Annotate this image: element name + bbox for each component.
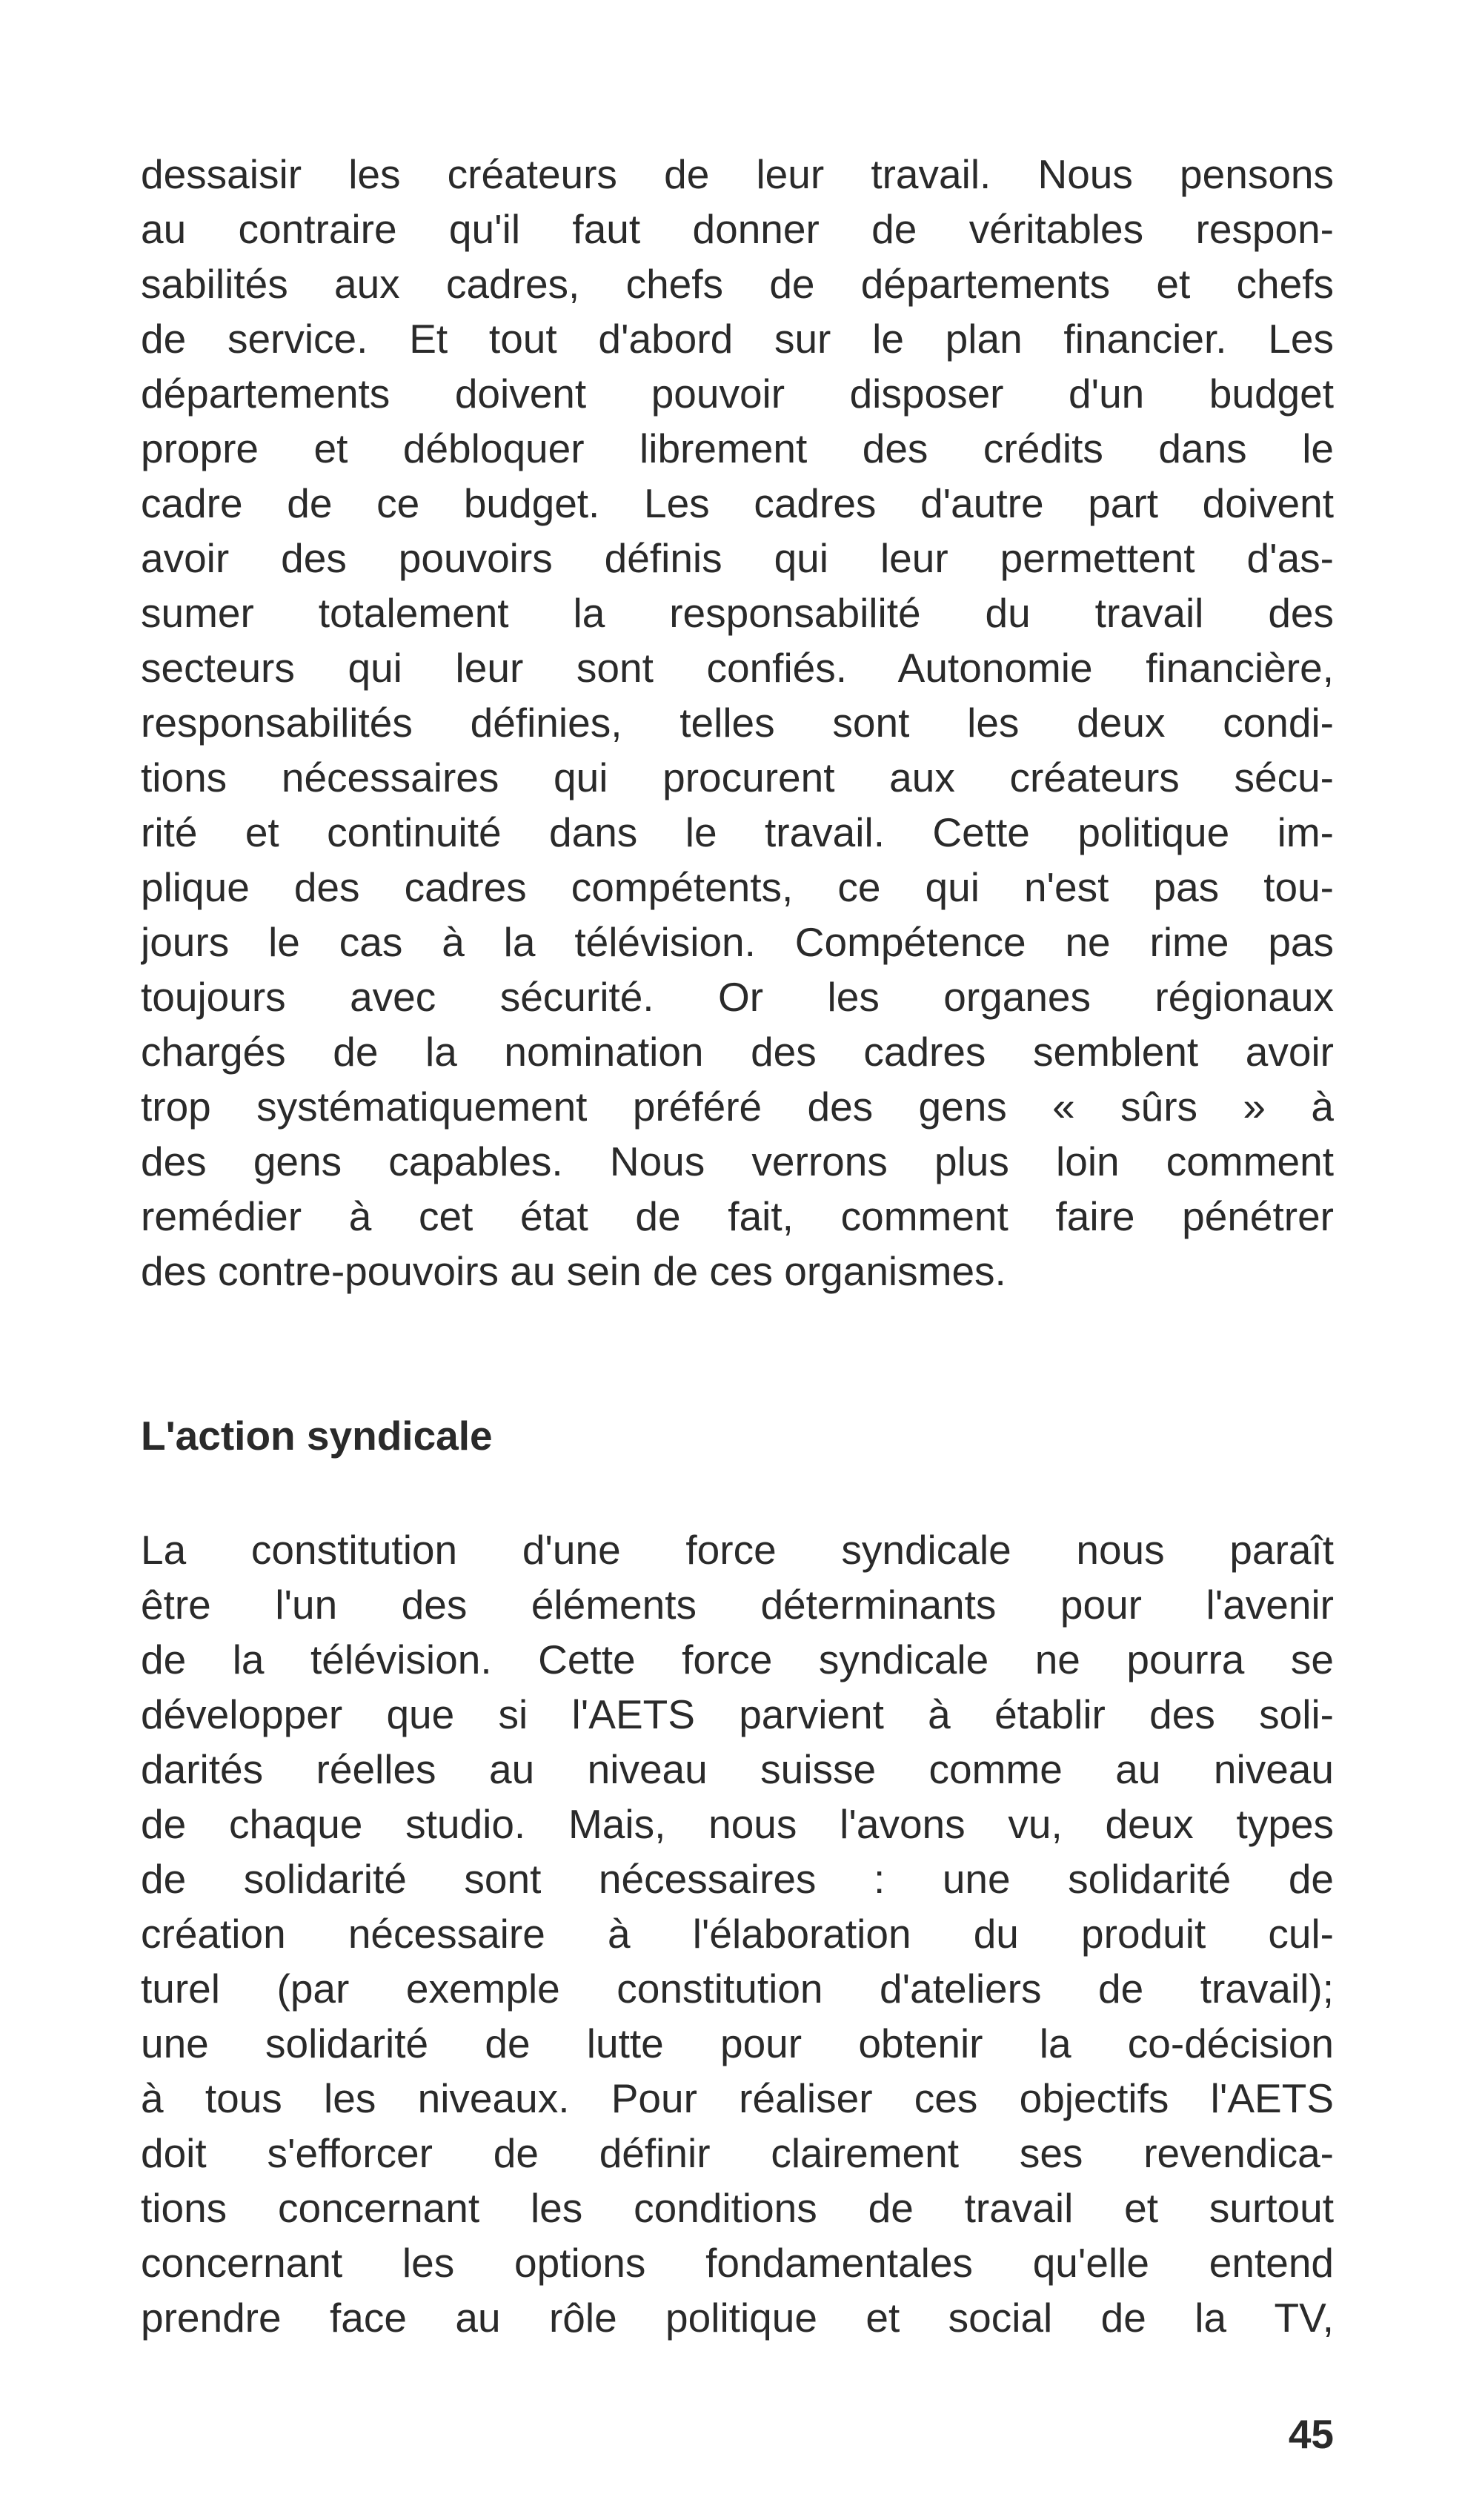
text-line: être l'un des éléments déterminants pour l'avenir: [141, 1582, 1334, 1628]
text-line: une solidarité de lutte pour obtenir la co-décision: [141, 2020, 1334, 2066]
text-line: de solidarité sont nécessaires : une solidarité de: [141, 1856, 1334, 1902]
text-line: secteurs qui leur sont confiés. Autonomie financière,: [141, 645, 1334, 691]
text-line: tions concernant les conditions de travail et surtout: [141, 2185, 1334, 2231]
text-line: prendre face au rôle politique et social de la TV,: [141, 2295, 1334, 2341]
text-line: développer que si l'AETS parvient à établir des soli-: [141, 1691, 1334, 1737]
text-line: à tous les niveaux. Pour réaliser ces objectifs l'AETS: [141, 2075, 1334, 2121]
text-line: tions nécessaires qui procurent aux créateurs sécu-: [141, 755, 1334, 800]
text-line: concernant les options fondamentales qu'elle entend: [141, 2240, 1334, 2286]
text-line: avoir des pouvoirs définis qui leur permettent d'as-: [141, 535, 1334, 581]
text-line: départements doivent pouvoir disposer d'un budget: [141, 371, 1334, 417]
text-line: jours le cas à la télévision. Compétence ne rime pas: [141, 919, 1334, 965]
text-line: responsabilités définies, telles sont les deux condi-: [141, 700, 1334, 746]
text-line: de la télévision. Cette force syndicale ne pourra se: [141, 1637, 1334, 1682]
text-line: darités réelles au niveau suisse comme au niveau: [141, 1746, 1334, 1792]
text-line: doit s'efforcer de définir clairement ses revendica-: [141, 2130, 1334, 2176]
text-line: trop systématiquement préféré des gens « sûrs » à: [141, 1084, 1334, 1130]
section-heading: L'action syndicale: [141, 1413, 493, 1459]
text-line: La constitution d'une force syndicale nous paraît: [141, 1527, 1334, 1573]
text-line: plique des cadres compétents, ce qui n'est pas tou-: [141, 864, 1334, 910]
text-line: rité et continuité dans le travail. Cette politique im-: [141, 809, 1334, 855]
text-line: création nécessaire à l'élaboration du produit cul-: [141, 1911, 1334, 1957]
text-line: dessaisir les créateurs de leur travail. Nous pensons: [141, 151, 1334, 197]
text-line: sumer totalement la responsabilité du travail des: [141, 590, 1334, 636]
text-line: cadre de ce budget. Les cadres d'autre part doivent: [141, 480, 1334, 526]
paragraph-1: [141, 147, 1334, 1299]
paragraph-2: [141, 1522, 1334, 2345]
text-line: de service. Et tout d'abord sur le plan financier. Les: [141, 316, 1334, 362]
text-line: des gens capables. Nous verrons plus loin comment: [141, 1138, 1334, 1184]
text-line: propre et débloquer librement des crédits dans le: [141, 425, 1334, 471]
text-line: chargés de la nomination des cadres semblent avoir: [141, 1029, 1334, 1075]
text-line: remédier à cet état de fait, comment faire pénétrer: [141, 1193, 1334, 1239]
text-line: sabilités aux cadres, chefs de départements et chefs: [141, 261, 1334, 307]
page-number: 45: [1288, 2411, 1334, 2457]
text-line: de chaque studio. Mais, nous l'avons vu, deux types: [141, 1801, 1334, 1847]
text-line: au contraire qu'il faut donner de véritables respon-: [141, 206, 1334, 252]
text-line: des contre-pouvoirs au sein de ces organismes.: [141, 1248, 1006, 1294]
text-line: turel (par exemple constitution d'ateliers de travail);: [141, 1966, 1334, 2012]
text-line: toujours avec sécurité. Or les organes régionaux: [141, 974, 1334, 1020]
